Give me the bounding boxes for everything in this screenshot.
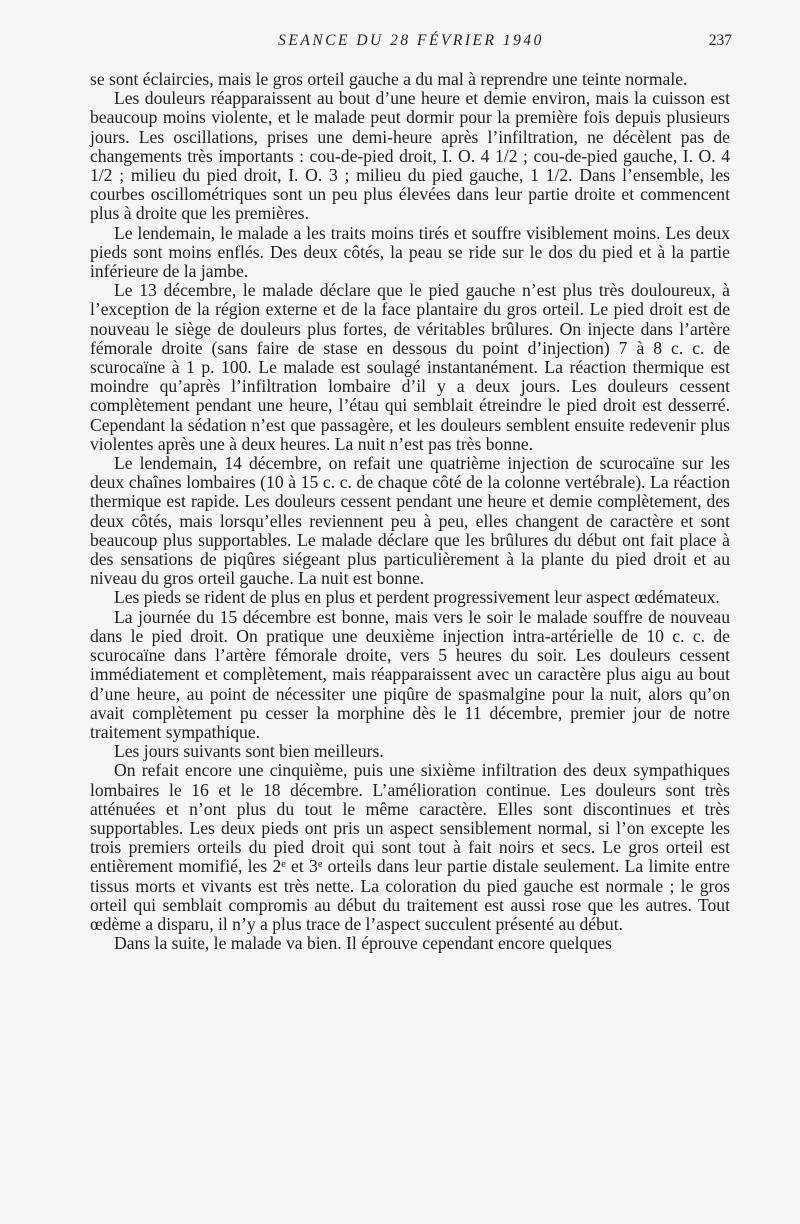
page-number: 237: [708, 32, 732, 49]
paragraph-continuation: se sont éclaircies, mais le gros orteil gauche a du mal à reprendre une teinte normale.: [90, 69, 688, 89]
paragraph: La journée du 15 décembre est bonne, mais vers le soir le malade souffre de nouveau dans le pied droit. On pratique une deuxième injection intra-artérielle de 10 c. c. de scurocaïne dans l’artère fémorale droite, vers 5 heures du soir. Les douleurs cessent immédiatement et complètement, mais réapparaissent avec un caractère plus aigu au bout d’une heure, au point de nécessiter une piqûre de spasmalgine pour la nuit, alors qu’on avait complètement pu cesser la morphine dès le 11 décembre, premier jour de notre traitement sympathique.: [90, 606, 730, 742]
paragraph: Dans la suite, le malade va bien. Il éprouve cependant encore quelques: [114, 933, 612, 954]
paragraph: On refait encore une cinquième, puis une sixième infiltration des deux sympathiques lombaires le 16 et le 18 décembre. L’amélioration continue. Les douleurs sont très atténuées et n’ont plus du tout le même caractère. Elles sont discontinues et très supportables. Les deux pieds ont pris un aspect sensiblement normal, si l’on excepte les trois premiers orteils du pied droit qui sont tout à fait noirs et secs. Le gros orteil est entièrement momifié, les 2ᵉ et 3ᵉ orteils dans leur partie distale seulement. La limite entre tissus morts et vivants est très nette. La coloration du pied gauche est normale ; le gros orteil qui semblait compromis au début du traitement est aussi rose que les autres. Tout œdème a disparu, il n’y a plus trace de l’aspect succulent présenté au début.: [90, 760, 730, 934]
paragraph: Le lendemain, 14 décembre, on refait une quatrième injection de scurocaïne sur les deux chaînes lombaires (10 à 15 c. c. de chaque côté de la colonne vertébrale). La réaction thermique est rapide. Les douleurs cessent pendant une heure et demie complètement, des deux côtés, mais lorsqu’elles reviennent peu à peu, elles changent de caractère et sont beaucoup plus supportables. Le malade déclare que les brûlures du début ont fait place à des sensations de piqûres siégeant plus particulièrement à la plante du pied droit et au niveau du gros orteil gauche. La nuit est bonne.: [90, 453, 730, 589]
running-title: SEANCE DU 28 FÉVRIER 1940: [278, 32, 544, 49]
paragraph: Les douleurs réapparaissent au bout d’une heure et demie environ, mais la cuisson est beaucoup moins violente, et le malade peut dormir pour la première fois depuis plusieurs jours. Les oscillations, prises une demi-heure après l’infiltration, ne décèlent pas de changements très importants : cou-de-pied droit, I. O. 4 1/2 ; cou-de-pied gauche, I. O. 4 1/2 ; milieu du pied droit, I. O. 3 ; milieu du pied gauche, 1 1/2. Dans l’ensemble, les courbes oscillométriques sont un peu plus élevées dans leur partie droite et commencent plus à droite que les premières.: [90, 88, 730, 224]
paragraph: Les pieds se rident de plus en plus et perdent progressivement leur aspect œdémateux.: [114, 587, 720, 608]
paragraph: Le lendemain, le malade a les traits moins tirés et souffre visiblement moins. Les deux pieds sont moins enflés. Des deux côtés, la peau se ride sur le dos du pied et à la partie inférieure de la jambe.: [90, 222, 730, 282]
page-header: [90, 32, 732, 54]
paragraph: Les jours suivants sont bien meilleurs.: [114, 741, 384, 762]
paragraph: Le 13 décembre, le malade déclare que le pied gauche n’est plus très douloureux, à l’exception de la région externe et de la face plantaire du gros orteil. Le pied droit est de nouveau le siège de douleurs plus fortes, de véritables brûlures. On injecte dans l’artère fémorale droite (sans faire de stase en dessous du point d’injection) 7 à 8 c. c. de scurocaïne à 1 p. 100. Le malade est soulagé instantanément. La réaction thermique est moindre qu’après l’infiltration lombaire d’il y a deux jours. Les douleurs cessent complètement pendant une heure, l’étau qui semblait étreindre le pied droit est desserré. Cependant la sédation n’est que passagère, et les douleurs semblent ensuite redevenir plus violentes après une à deux heures. La nuit n’est pas très bonne.: [90, 280, 730, 454]
body-text: [90, 70, 730, 953]
